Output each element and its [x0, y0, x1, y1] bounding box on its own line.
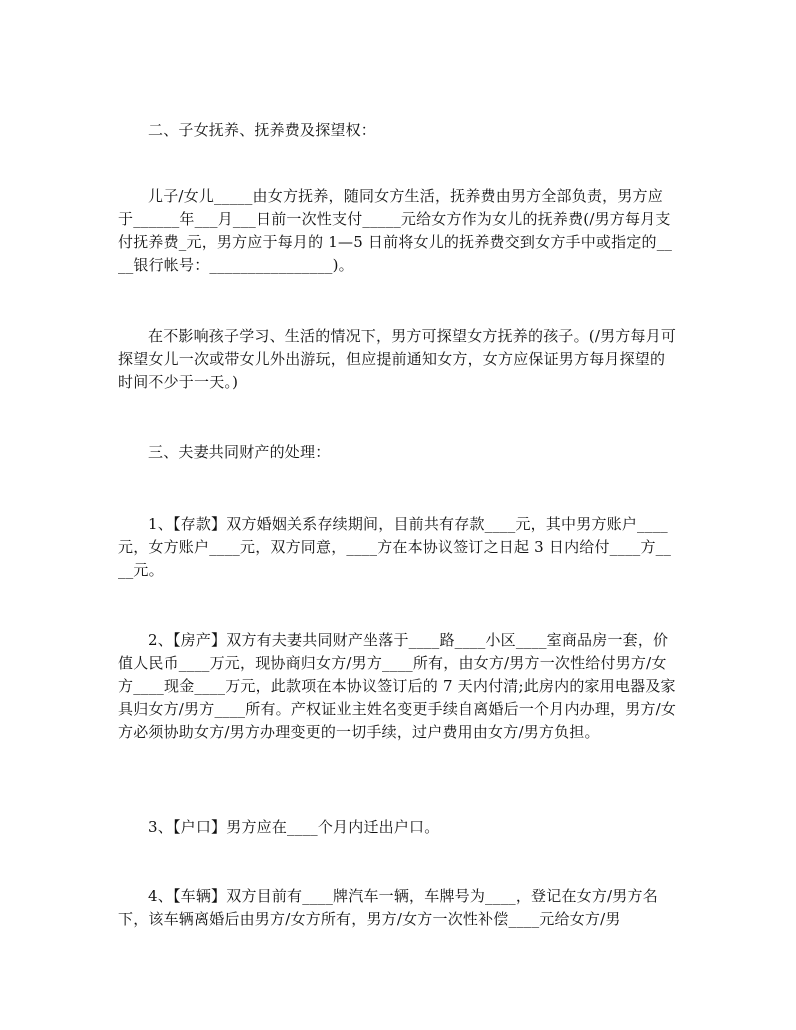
section-heading-child-custody: 二、子女抚养、抚养费及探望权：	[148, 121, 377, 139]
paragraph-vehicle: 4、【车辆】双方目前有____牌汽车一辆，车牌号为____，登记在女方/男方名下，该车辆离婚后由男方/女方所有，男方/女方一次性补偿____元给女方/男	[118, 887, 658, 928]
section-heading-joint-property: 三、夫妻共同财产的处理：	[148, 443, 331, 461]
paragraph-deposits: 1、【存款】双方婚姻关系存续期间，目前共有存款____元，其中男方账户____元，女方账户____元，双方同意，____方在本协议签订之日起 3 日内给付____方____元。	[118, 515, 672, 579]
paragraph-real-estate: 2、【房产】双方有夫妻共同财产坐落于____路____小区____室商品房一套，价值人民币____万元，现协商归女方/男方____所有，由女方/男方一次性给付男方/女方____现金____万元，此款项在本协议签订后的 7 天内付清;此房内的家用电器及家具归女方/男方____所有。产权证业主姓名变更手续自离婚后一个月内办理，男方/女方必须协助女方/男方办理变更的一切手续，过户费用由女方/男方负担。	[118, 631, 677, 741]
paragraph-child-support: 儿子/女儿_____由女方抚养，随同女方生活，抚养费由男方全部负责，男方应于______年___月___日前一次性支付_____元给女方作为女儿的抚养费(/男方每月支付抚养费_元，男方应于每月的 1—5 日前将女儿的抚养费交到女方手中或指定的____银行帐号：________________)。	[118, 187, 673, 274]
paragraph-household-registration: 3、【户口】男方应在____个月内迁出户口。	[148, 818, 440, 836]
paragraph-visitation: 在不影响孩子学习、生活的情况下，男方可探望女方抚养的孩子。(/男方每月可探望女儿一次或带女儿外出游玩，但应提前通知女方，女方应保证男方每月探望的时间不少于一天。)	[118, 327, 677, 391]
